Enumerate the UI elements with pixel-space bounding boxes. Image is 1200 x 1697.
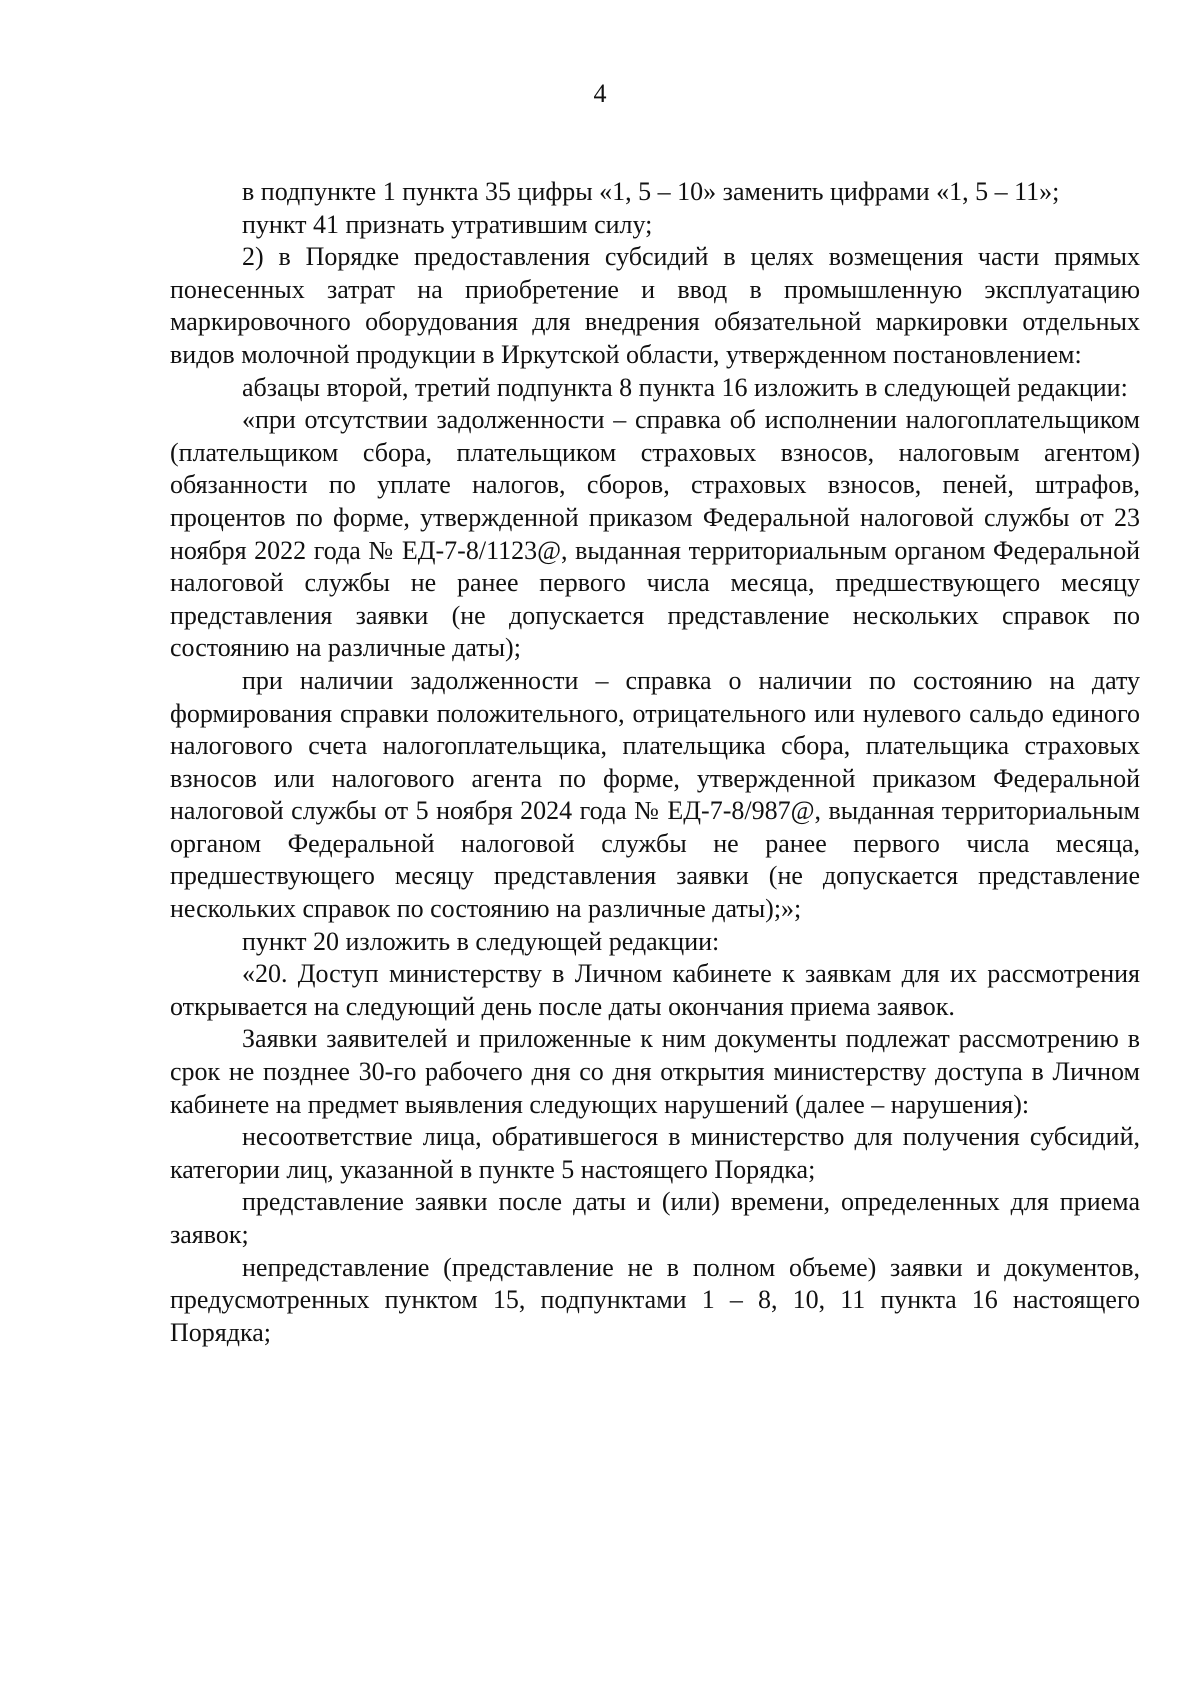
paragraph-violation-category: несоответствие лица, обратившегося в министерство для получения субсидий, категории лиц, указанной в пункте 5 настоящего Порядка; bbox=[170, 1122, 1140, 1184]
paragraph-point-20-access: «20. Доступ министерству в Личном кабинете к заявкам для их рассмотрения открывается на следующий день после даты окончания приема заявок. bbox=[170, 959, 1140, 1021]
paragraph-no-debt-certificate: «при отсутствии задолженности – справка об исполнении налогоплательщиком (плательщиком сбора, плательщиком страховых взносов, налоговым агентом) обязанности по уплате налогов, сборов, страховых взносов, пеней, штрафов, процентов по форме, утвержденной приказом Федеральной налоговой службы от 23 ноября 2022 года № ЕД-7-8/1123@, выданная территориальным органом Федеральной налоговой службы не ранее первого числа месяца, предшествующего месяцу представления заявки (не допускается представление нескольких справок по состоянию на различные даты); bbox=[170, 405, 1140, 663]
paragraph-amend-subpoint-8-point-16: абзацы второй, третий подпункта 8 пункта 16 изложить в следующей редакции: bbox=[242, 372, 1128, 402]
paragraph-procedure-2: 2) в Порядке предоставления субсидий в целях возмещения части прямых понесенных затрат на приобретение и ввод в промышленную эксплуатацию маркировочного оборудования для внедрения обязательной маркировки отдельных видов молочной продукции в Иркутской области, утвержденном постановлением: bbox=[170, 242, 1140, 369]
paragraph-violation-incomplete: непредставление (представление не в полном объеме) заявки и документов, предусмотренных пунктом 15, подпунктами 1 – 8, 10, 11 пункта 16 настоящего Порядка; bbox=[170, 1252, 1140, 1347]
paragraph-debt-certificate: при наличии задолженности – справка о наличии по состоянию на дату формирования справки положительного, отрицательного или нулевого сальдо единого налогового счета налогоплательщика, плательщика сбора, плательщика страховых взносов или налогового агента по форме, утвержденной приказом Федеральной налоговой службы от 5 ноября 2024 года № ЕД-7-8/987@, выданная территориальным органом Федеральной налоговой службы не ранее первого числа месяца, предшествующего месяцу представления заявки (не допускается представление нескольких справок по состоянию на различные даты);»; bbox=[170, 665, 1140, 924]
page-number: 4 bbox=[593, 79, 607, 108]
paragraph-amend-subpoint-1-point-35: в подпункте 1 пункта 35 цифры «1, 5 – 10» заменить цифрами «1, 5 – 11»; bbox=[242, 177, 1060, 206]
document-body bbox=[170, 176, 1140, 1349]
paragraph-amend-point-20: пункт 20 изложить в следующей редакции: bbox=[242, 926, 720, 956]
paragraph-repeal-point-41: пункт 41 признать утратившим силу; bbox=[242, 209, 653, 239]
paragraph-violation-late: представление заявки после даты и (или) времени, определенных для приема заявок; bbox=[170, 1187, 1140, 1249]
paragraph-application-review: Заявки заявителей и приложенные к ним документы подлежат рассмотрению в срок не позднее 30-го рабочего дня со дня открытия министерству доступа в Личном кабинете на предмет выявления следующих нарушений (далее – нарушения): bbox=[170, 1024, 1140, 1119]
